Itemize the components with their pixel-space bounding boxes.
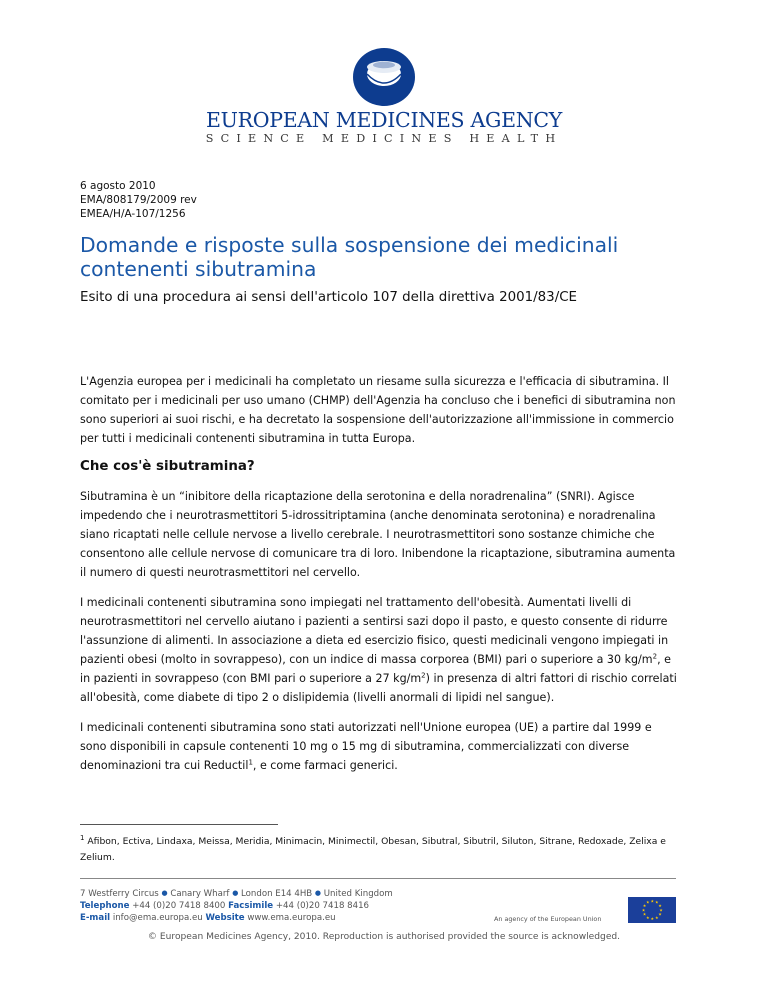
procedure-reference: EMEA/H/A-107/1256 (80, 208, 186, 220)
svg-text:★: ★ (646, 899, 650, 905)
website-link[interactable]: www.ema.europa.eu (247, 913, 336, 923)
section-paragraph: Sibutramina è un “inibitore della ricaptazione della serotonina e della noradrenalina” (SNRI). Agisce impedendo che i neurotrasmettitori 5-idrossitriptamina (anche denominata serotonina) e noradrenalina siano ricaptati nelle cellule nervose a livello cerebrale. I neurotrasmettitori sono sostanze chimiche che consentono alle cellule nervose di comunicare tra di loro. Inibendone la ricaptazione, sibutramina aumenta il numero di questi neurotrasmettitori nel cervello. (80, 490, 676, 579)
svg-text:★: ★ (646, 914, 650, 920)
ema-globe-logo-icon (353, 48, 415, 106)
svg-text:★: ★ (650, 898, 655, 904)
intro-paragraph: L'Agenzia europea per i medicinali ha completato un riesame sulla sicurezza e l'efficacia di sibutramina. Il comitato per i medicinali per uso umano (CHMP) dell'Agenzia ha concluso che i benefici di sibutramina non sono superiori ai suoi rischi, e ha decretato la sospensione dell'autorizzazione all'immissione in commercio per tutti i medicinali contenenti sibutramina in tutta Europa. (80, 375, 676, 445)
svg-text:★: ★ (642, 903, 647, 908)
section-heading: Che cos'è sibutramina? (80, 459, 255, 474)
fax-number: +44 (0)20 7418 8416 (275, 901, 370, 911)
page-subtitle: Esito di una procedura ai sensi dell'articolo 107 della direttiva 2001/83/CE (80, 290, 578, 305)
agency-name: EUROPEAN MEDICINES AGENCY (205, 108, 563, 132)
eu-agency-label: An agency of the European Union (494, 915, 602, 923)
svg-text:★: ★ (659, 907, 663, 913)
footnote-divider (80, 824, 278, 825)
svg-text:★: ★ (650, 916, 655, 921)
eu-flag-icon (628, 897, 676, 923)
agency-tagline: SCIENCE MEDICINES HEALTH (205, 132, 563, 145)
document-date: 6 agosto 2010 (80, 180, 156, 192)
svg-text:★: ★ (641, 907, 646, 913)
footer-address: 7 Westferry Circus ● Canary Wharf ● London E14 4HB ● United Kingdom Telephone +44 (0)20 7418 8400 Facsimile +44 (0)20 7418 8416 E-mail info@ema.europa.eu Website www.ema.europa.eu (80, 889, 393, 923)
footer-divider (80, 878, 676, 879)
page-title: Domande e risposte sulla sospensione dei medicinali contenenti sibutramina (80, 233, 619, 281)
svg-text:★: ★ (658, 903, 662, 908)
section-paragraph: I medicinali contenenti sibutramina sono impiegati nel trattamento dell'obesità. Aumentati livelli di neurotrasmettitori nel cervello aiutano i pazienti a sentirsi sazi dopo il pasto, e questo consente di ridurre l'assunzione di alimenti. In associazione a dieta ed esercizio fisico, questi medicinali vengono impiegati in pazienti obesi (molto in sovrappeso), con un indice di massa corporea (BMI) pari o superiore a 30 $kg/m^2$, e in pazienti in sovrappeso (con BMI pari o superiore a 27 $kg/m^2$) in presenza di altri fattori di rischio correlati all'obesità, come diabete di tipo 2 o dislipidemia (livelli anormali di lipidi nel sangue). (80, 596, 677, 704)
email-link[interactable]: info@ema.europa.eu (112, 913, 203, 923)
footnote-reference[interactable]: 1 (248, 758, 253, 767)
svg-text:★: ★ (642, 911, 647, 917)
document-body (80, 372, 680, 786)
telephone-number: +44 (0)20 7418 8400 (132, 901, 226, 911)
document-meta (80, 179, 197, 221)
footnote: $^1$ Afibon, Ectiva, Lindaxa, Meissa, Meridia, Minimacin, Minimectil, Obesan, Sibutral, Sibutril, Siluton, Sitrane, Redoxade, Zelixa e Zelium. (80, 833, 666, 863)
svg-text:★: ★ (655, 899, 659, 905)
copyright-notice: © European Medicines Agency, 2010. Reproduction is authorised provided the source is acknowledged. (147, 932, 621, 942)
svg-text:★: ★ (655, 914, 659, 920)
section-paragraph: I medicinali contenenti sibutramina sono stati autorizzati nell'Unione europea (UE) a partire dal 1999 e sono disponibili in capsule contenenti 10 mg o 15 mg di sibutramina, commercializzati con diverse denominazioni tra cui Reductil$^1$, e come farmaci generici. (80, 721, 652, 772)
agency-logo (200, 48, 568, 148)
svg-text:★: ★ (658, 911, 662, 917)
document-reference: EMA/808179/2009 rev (80, 194, 197, 206)
